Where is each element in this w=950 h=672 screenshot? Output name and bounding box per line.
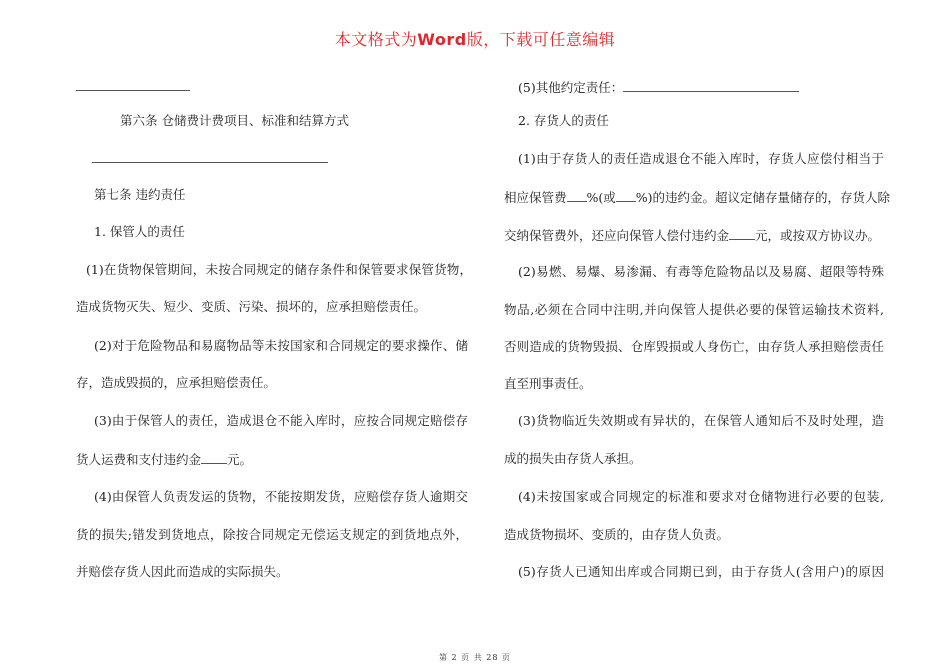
paragraph-line: 否则造成的货物毁损、仓库毁损或人身伤亡，由存货人承担赔偿责任 — [504, 339, 884, 354]
text-segment: 货人运费和支付违约金 — [76, 452, 202, 467]
section-1-title: 1. 保管人的责任 — [94, 224, 185, 239]
paragraph-line: (4)未按国家或合同规定的标准和要求对仓储物进行必要的包装, — [518, 489, 884, 504]
paragraph-line: 货的损失;错发到货地点，除按合同规定无偿运支规定的到货地点外， — [76, 527, 468, 542]
paragraph-line: 造成货物损坏、变质的，由存货人负责。 — [504, 527, 730, 542]
text-segment: 交纳保管费外，还应向保管人偿付违约金 — [504, 228, 730, 243]
text-segment: 相应保管费 — [504, 190, 567, 205]
fill-blank — [623, 78, 799, 92]
paragraph-line: 并赔偿存货人因此而造成的实际损失。 — [76, 564, 289, 579]
fill-line — [76, 90, 190, 91]
text-segment: %)的违约金。超议定储存量储存的，存货人除 — [635, 190, 891, 205]
fill-blank — [616, 188, 636, 202]
paragraph-line: (2)对于危险物品和易腐物品等未按国家和合同规定的要求操作、储 — [94, 338, 468, 353]
paragraph-line — [504, 226, 880, 245]
text-segment: 元。 — [227, 452, 253, 467]
paragraph-line: (3)由于保管人的责任，造成退仓不能入库时，应按合同规定赔偿存 — [94, 413, 468, 428]
paragraph-line: (1)由于存货人的责任造成退仓不能入库时，存货人应偿付相当于 — [518, 151, 884, 166]
paragraph-line: (5)存货人已通知出库或合同期已到，由于存货人(含用户)的原因 — [518, 564, 884, 579]
text-segment: 元，或按双方协议办。 — [755, 228, 881, 243]
fill-blank — [201, 450, 227, 464]
paragraph-line: (4)由保管人负责发运的货物，不能按期发货，应赔偿存货人逾期交 — [94, 489, 468, 504]
fill-blank — [567, 188, 587, 202]
paragraph-line: (1)在货物保管期间，未按合同规定的储存条件和保管要求保管货物， — [86, 262, 472, 277]
paragraph-line: 物品,必须在合同中注明,并向保管人提供必要的保管运输技术资料, — [504, 302, 884, 317]
paragraph-line: (3)货物临近失效期或有异状的，在保管人通知后不及时处理，造 — [518, 413, 884, 428]
banner-word: Word — [417, 30, 467, 49]
article-7-title: 第七条 违约责任 — [94, 187, 186, 202]
paragraph-line: 成的损失由存货人承担。 — [504, 451, 642, 466]
paragraph-line: 直至刑事责任。 — [504, 376, 592, 391]
paragraph-line — [76, 450, 252, 469]
text-segment: (5)其他约定责任： — [518, 80, 624, 95]
banner-suffix: 版，下载可任意编辑 — [466, 30, 616, 49]
page-number: 第 2 页 共 28 页 — [439, 653, 511, 662]
section-2-title: 2. 存货人的责任 — [518, 113, 609, 128]
article-6-title: 第六条 仓储费计费项目、标准和结算方式 — [120, 113, 349, 128]
paragraph-line — [504, 188, 890, 207]
text-segment: %(或 — [586, 190, 616, 205]
paragraph-line: 造成货物灭失、短少、变质、污染、损坏的，应承担赔偿责任。 — [76, 299, 427, 314]
paragraph-line: (2)易燃、易爆、易渗漏、有毒等危险物品以及易腐、超限等特殊 — [518, 264, 884, 279]
fill-blank — [729, 226, 755, 240]
paragraph-line: 存，造成毁损的，应承担赔偿责任。 — [76, 375, 277, 390]
banner-prefix: 本文格式为 — [334, 30, 418, 49]
fill-line — [92, 162, 328, 163]
paragraph-line — [518, 78, 799, 97]
download-banner — [0, 27, 950, 50]
